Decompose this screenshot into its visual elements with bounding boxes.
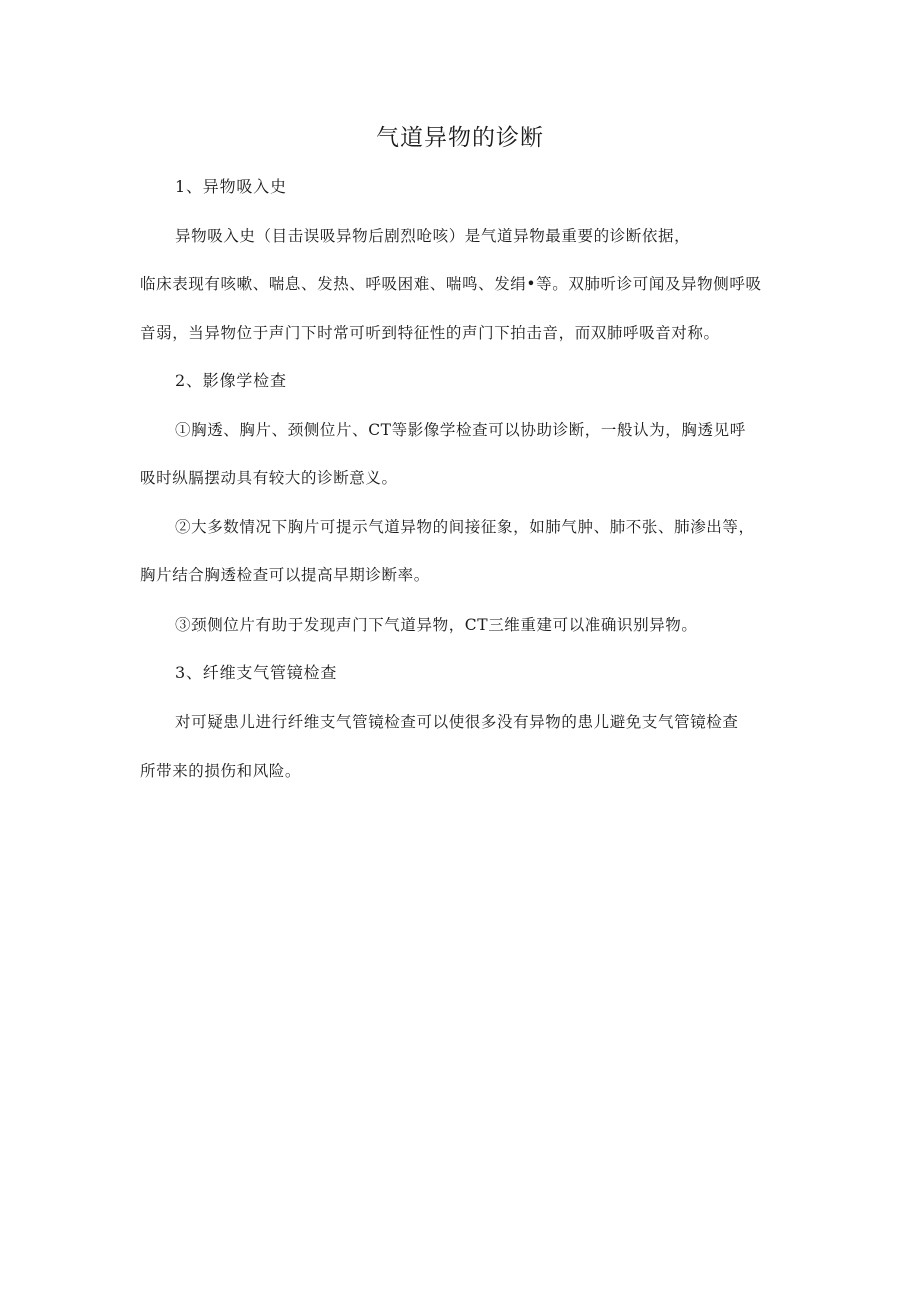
paragraph-line: 临床表现有咳嗽、喘息、发热、呼吸困难、喘鸣、发绢•等。双肺听诊可闻及异物侧呼吸 — [140, 275, 762, 293]
paragraph-line: 吸时纵膈摆动具有较大的诊断意义。 — [140, 469, 398, 487]
paragraph-line: 所带来的损伤和风险。 — [140, 762, 302, 780]
paragraph-line: 异物吸入史（目击误吸异物后剧烈呛咳）是气道异物最重要的诊断依据， — [175, 227, 691, 245]
paragraph-line: ③颈侧位片有助于发现声门下气道异物，CT三维重建可以准确识别异物。 — [175, 616, 698, 634]
section-heading-history: 1、异物吸入史 — [175, 177, 287, 196]
section-heading-imaging: 2、影像学检查 — [175, 371, 287, 390]
paragraph-line: 胸片结合胸透检查可以提高早期诊断率。 — [140, 566, 430, 584]
paragraph-line: ②大多数情况下胸片可提示气道异物的间接征象，如肺气肿、肺不张、肺渗出等， — [175, 518, 755, 536]
section-heading-bronchoscopy: 3、纤维支气管镜检查 — [175, 663, 338, 682]
paragraph-line: ①胸透、胸片、颈侧位片、CT等影像学检查可以协助诊断，一般认为，胸透见呼 — [175, 421, 746, 439]
document-title: 气道异物的诊断 — [376, 125, 544, 151]
paragraph-line: 音弱，当异物位于声门下时常可听到特征性的声门下拍击音，而双肺呼吸音对称。 — [140, 324, 720, 342]
paragraph-line: 对可疑患儿进行纤维支气管镜检查可以使很多没有异物的患儿避免支气管镜检查 — [175, 713, 739, 731]
